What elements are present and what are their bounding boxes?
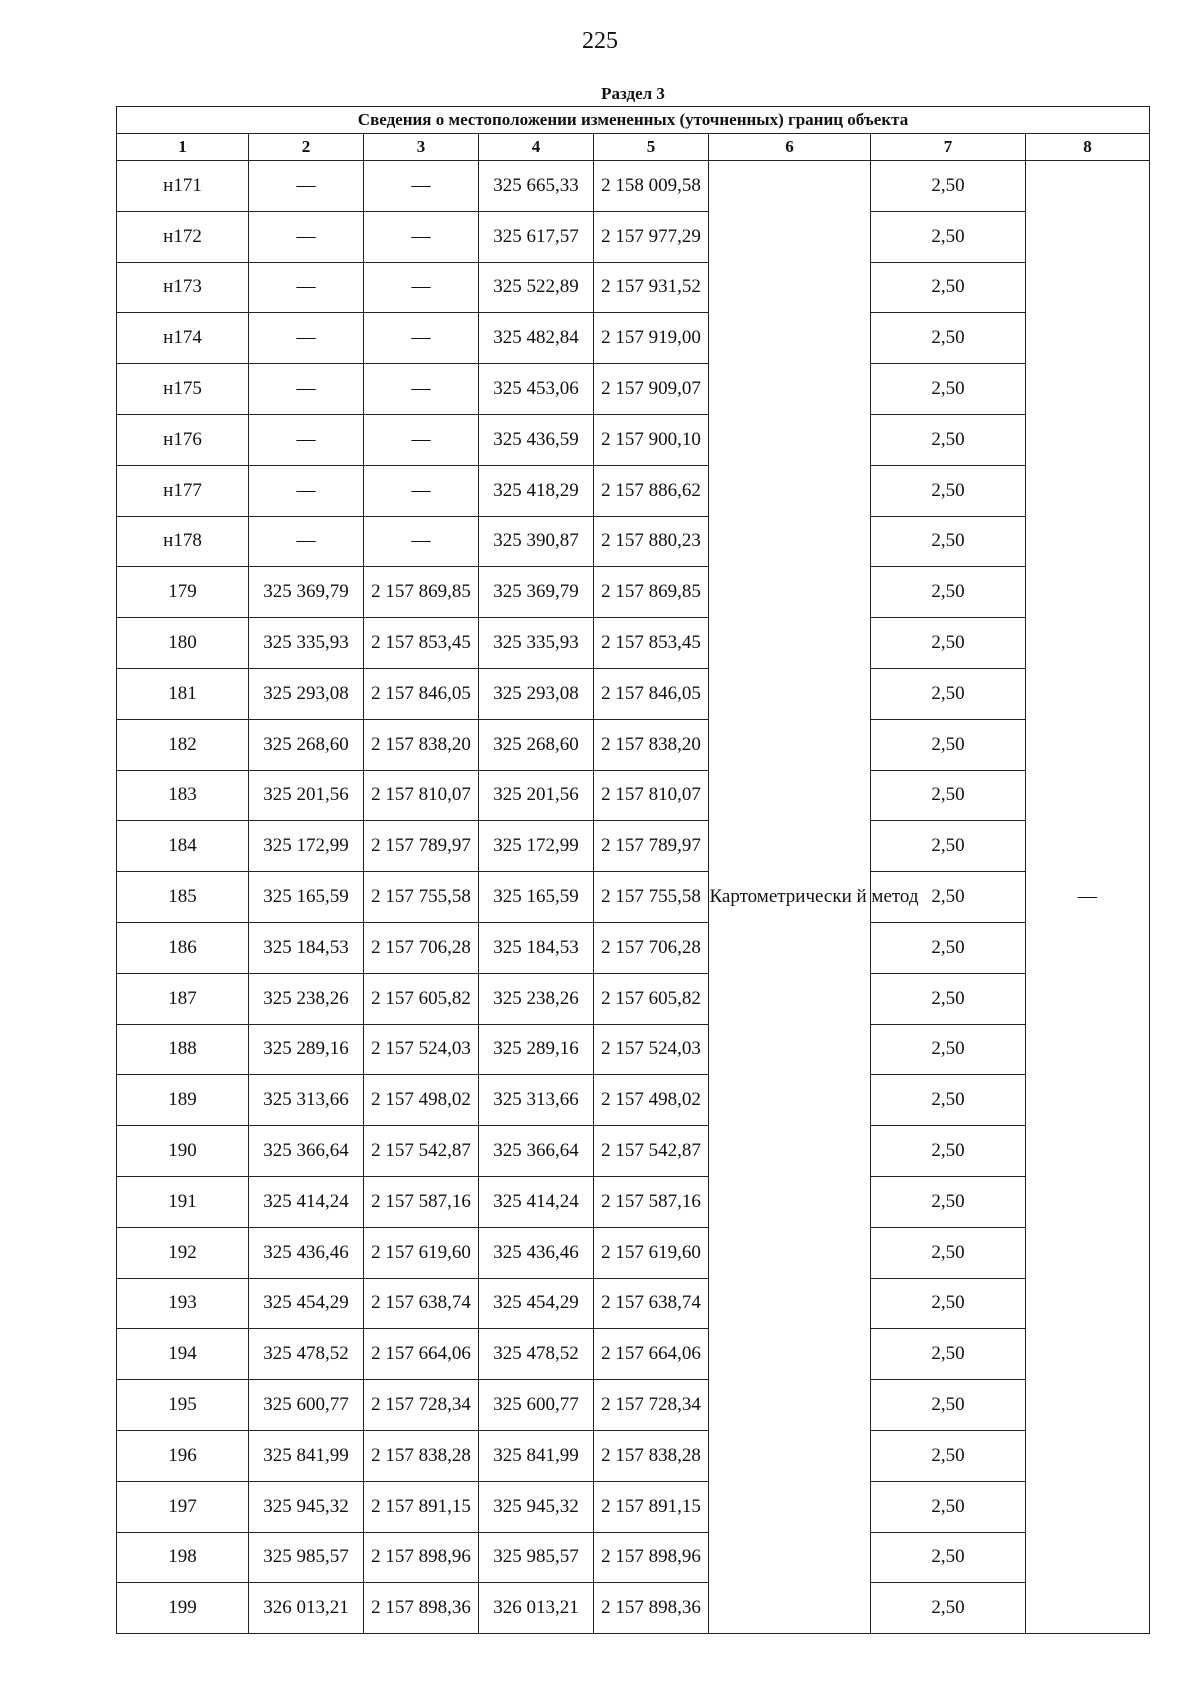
y-new-cell: 2 157 898,96 bbox=[594, 1532, 709, 1583]
table-row bbox=[117, 1024, 1150, 1075]
precision-cell: 2,50 bbox=[871, 973, 1026, 1024]
y-new-cell: 2 157 898,36 bbox=[594, 1583, 709, 1634]
point-number-cell: 198 bbox=[117, 1532, 249, 1583]
y-new-cell: 2 157 755,58 bbox=[594, 872, 709, 923]
column-number: 4 bbox=[479, 134, 594, 161]
precision-cell: 2,50 bbox=[871, 313, 1026, 364]
precision-cell: 2,50 bbox=[871, 262, 1026, 313]
point-number-cell: н171 bbox=[117, 161, 249, 212]
method-text: Картометрически й метод bbox=[709, 886, 919, 908]
x-new-cell: 325 313,66 bbox=[479, 1075, 594, 1126]
column-8-cell: — bbox=[1026, 161, 1150, 1634]
table-row bbox=[117, 313, 1150, 364]
precision-cell: 2,50 bbox=[871, 1278, 1026, 1329]
x-old-cell: 325 335,93 bbox=[249, 618, 364, 669]
point-number-cell: 185 bbox=[117, 872, 249, 923]
y-old-cell: 2 157 846,05 bbox=[364, 668, 479, 719]
x-old-cell: 325 238,26 bbox=[249, 973, 364, 1024]
y-old-cell: 2 157 605,82 bbox=[364, 973, 479, 1024]
column-number: 5 bbox=[594, 134, 709, 161]
precision-cell: 2,50 bbox=[871, 1430, 1026, 1481]
point-number-cell: 196 bbox=[117, 1430, 249, 1481]
y-old-cell: 2 157 755,58 bbox=[364, 872, 479, 923]
precision-cell: 2,50 bbox=[871, 161, 1026, 212]
precision-cell: 2,50 bbox=[871, 1583, 1026, 1634]
precision-cell: 2,50 bbox=[871, 1024, 1026, 1075]
x-old-cell: — bbox=[249, 161, 364, 212]
y-new-cell: 2 157 524,03 bbox=[594, 1024, 709, 1075]
precision-cell: 2,50 bbox=[871, 1075, 1026, 1126]
precision-cell: 2,50 bbox=[871, 1227, 1026, 1278]
y-new-cell: 2 158 009,58 bbox=[594, 161, 709, 212]
point-number-cell: 190 bbox=[117, 1126, 249, 1177]
point-number-cell: 187 bbox=[117, 973, 249, 1024]
x-new-cell: 325 945,32 bbox=[479, 1481, 594, 1532]
y-new-cell: 2 157 619,60 bbox=[594, 1227, 709, 1278]
x-old-cell: 325 184,53 bbox=[249, 922, 364, 973]
y-old-cell: 2 157 587,16 bbox=[364, 1176, 479, 1227]
precision-cell: 2,50 bbox=[871, 872, 1026, 923]
x-new-cell: 325 268,60 bbox=[479, 719, 594, 770]
page-number: 225 bbox=[582, 28, 618, 54]
point-number-cell: н173 bbox=[117, 262, 249, 313]
table-row bbox=[117, 465, 1150, 516]
table-row bbox=[117, 1227, 1150, 1278]
y-old-cell: 2 157 706,28 bbox=[364, 922, 479, 973]
table-row bbox=[117, 262, 1150, 313]
table-row bbox=[117, 668, 1150, 719]
point-number-cell: 195 bbox=[117, 1380, 249, 1431]
table-title: Сведения о местоположении измененных (уточненных) границ объекта bbox=[117, 107, 1150, 134]
y-old-cell: — bbox=[364, 313, 479, 364]
point-number-cell: 197 bbox=[117, 1481, 249, 1532]
x-new-cell: 325 201,56 bbox=[479, 770, 594, 821]
x-old-cell: 325 369,79 bbox=[249, 567, 364, 618]
table-row bbox=[117, 364, 1150, 415]
x-new-cell: 325 414,24 bbox=[479, 1176, 594, 1227]
y-new-cell: 2 157 605,82 bbox=[594, 973, 709, 1024]
point-number-cell: н174 bbox=[117, 313, 249, 364]
precision-cell: 2,50 bbox=[871, 1126, 1026, 1177]
x-old-cell: — bbox=[249, 516, 364, 567]
point-number-cell: н178 bbox=[117, 516, 249, 567]
x-new-cell: 325 293,08 bbox=[479, 668, 594, 719]
x-new-cell: 325 238,26 bbox=[479, 973, 594, 1024]
x-new-cell: 325 366,64 bbox=[479, 1126, 594, 1177]
boundary-table bbox=[116, 82, 1150, 1634]
y-old-cell: 2 157 728,34 bbox=[364, 1380, 479, 1431]
column-number: 2 bbox=[249, 134, 364, 161]
y-old-cell: 2 157 524,03 bbox=[364, 1024, 479, 1075]
x-new-cell: 325 335,93 bbox=[479, 618, 594, 669]
column-number: 6 bbox=[709, 134, 871, 161]
y-new-cell: 2 157 880,23 bbox=[594, 516, 709, 567]
x-new-cell: 325 453,06 bbox=[479, 364, 594, 415]
x-new-cell: 325 289,16 bbox=[479, 1024, 594, 1075]
x-old-cell: 325 172,99 bbox=[249, 821, 364, 872]
x-old-cell: — bbox=[249, 211, 364, 262]
x-old-cell: — bbox=[249, 414, 364, 465]
y-new-cell: 2 157 664,06 bbox=[594, 1329, 709, 1380]
precision-cell: 2,50 bbox=[871, 364, 1026, 415]
y-old-cell: 2 157 891,15 bbox=[364, 1481, 479, 1532]
y-new-cell: 2 157 919,00 bbox=[594, 313, 709, 364]
x-new-cell: 325 165,59 bbox=[479, 872, 594, 923]
point-number-cell: 193 bbox=[117, 1278, 249, 1329]
table-row bbox=[117, 719, 1150, 770]
precision-cell: 2,50 bbox=[871, 1532, 1026, 1583]
point-number-cell: 179 bbox=[117, 567, 249, 618]
y-new-cell: 2 157 977,29 bbox=[594, 211, 709, 262]
x-old-cell: 325 945,32 bbox=[249, 1481, 364, 1532]
table-row bbox=[117, 872, 1150, 923]
y-new-cell: 2 157 909,07 bbox=[594, 364, 709, 415]
y-old-cell: 2 157 810,07 bbox=[364, 770, 479, 821]
y-old-cell: — bbox=[364, 364, 479, 415]
y-new-cell: 2 157 869,85 bbox=[594, 567, 709, 618]
table-row bbox=[117, 1176, 1150, 1227]
section-label: Раздел 3 bbox=[117, 82, 1150, 107]
point-number-cell: 191 bbox=[117, 1176, 249, 1227]
point-number-cell: н172 bbox=[117, 211, 249, 262]
x-new-cell: 325 436,46 bbox=[479, 1227, 594, 1278]
y-new-cell: 2 157 900,10 bbox=[594, 414, 709, 465]
y-new-cell: 2 157 706,28 bbox=[594, 922, 709, 973]
x-new-cell: 325 390,87 bbox=[479, 516, 594, 567]
x-old-cell: 325 985,57 bbox=[249, 1532, 364, 1583]
x-new-cell: 326 013,21 bbox=[479, 1583, 594, 1634]
x-new-cell: 325 184,53 bbox=[479, 922, 594, 973]
x-old-cell: 325 600,77 bbox=[249, 1380, 364, 1431]
y-new-cell: 2 157 891,15 bbox=[594, 1481, 709, 1532]
y-new-cell: 2 157 542,87 bbox=[594, 1126, 709, 1177]
point-number-cell: н177 bbox=[117, 465, 249, 516]
x-new-cell: 325 617,57 bbox=[479, 211, 594, 262]
table-row bbox=[117, 211, 1150, 262]
table-row bbox=[117, 770, 1150, 821]
x-old-cell: — bbox=[249, 465, 364, 516]
x-old-cell: 325 293,08 bbox=[249, 668, 364, 719]
point-number-cell: 183 bbox=[117, 770, 249, 821]
y-old-cell: 2 157 542,87 bbox=[364, 1126, 479, 1177]
y-new-cell: 2 157 931,52 bbox=[594, 262, 709, 313]
y-new-cell: 2 157 886,62 bbox=[594, 465, 709, 516]
x-new-cell: 325 418,29 bbox=[479, 465, 594, 516]
x-new-cell: 325 436,59 bbox=[479, 414, 594, 465]
y-old-cell: 2 157 498,02 bbox=[364, 1075, 479, 1126]
y-old-cell: 2 157 789,97 bbox=[364, 821, 479, 872]
precision-cell: 2,50 bbox=[871, 1176, 1026, 1227]
table-row bbox=[117, 821, 1150, 872]
precision-cell: 2,50 bbox=[871, 1481, 1026, 1532]
y-old-cell: 2 157 664,06 bbox=[364, 1329, 479, 1380]
x-new-cell: 325 369,79 bbox=[479, 567, 594, 618]
x-new-cell: 325 478,52 bbox=[479, 1329, 594, 1380]
precision-cell: 2,50 bbox=[871, 821, 1026, 872]
x-new-cell: 325 482,84 bbox=[479, 313, 594, 364]
y-old-cell: — bbox=[364, 211, 479, 262]
x-old-cell: — bbox=[249, 313, 364, 364]
point-number-cell: 192 bbox=[117, 1227, 249, 1278]
precision-cell: 2,50 bbox=[871, 414, 1026, 465]
precision-cell: 2,50 bbox=[871, 1329, 1026, 1380]
x-old-cell: 325 436,46 bbox=[249, 1227, 364, 1278]
column-number: 7 bbox=[871, 134, 1026, 161]
y-new-cell: 2 157 498,02 bbox=[594, 1075, 709, 1126]
precision-cell: 2,50 bbox=[871, 211, 1026, 262]
precision-cell: 2,50 bbox=[871, 618, 1026, 669]
column-number: 3 bbox=[364, 134, 479, 161]
y-new-cell: 2 157 638,74 bbox=[594, 1278, 709, 1329]
point-number-cell: 186 bbox=[117, 922, 249, 973]
point-number-cell: 184 bbox=[117, 821, 249, 872]
y-new-cell: 2 157 846,05 bbox=[594, 668, 709, 719]
column-number: 8 bbox=[1026, 134, 1150, 161]
precision-cell: 2,50 bbox=[871, 922, 1026, 973]
y-new-cell: 2 157 789,97 bbox=[594, 821, 709, 872]
y-new-cell: 2 157 853,45 bbox=[594, 618, 709, 669]
table-row bbox=[117, 1430, 1150, 1481]
point-number-cell: 188 bbox=[117, 1024, 249, 1075]
precision-cell: 2,50 bbox=[871, 567, 1026, 618]
x-old-cell: 325 268,60 bbox=[249, 719, 364, 770]
y-old-cell: 2 157 838,20 bbox=[364, 719, 479, 770]
table-row bbox=[117, 161, 1150, 212]
point-number-cell: н176 bbox=[117, 414, 249, 465]
point-number-cell: 194 bbox=[117, 1329, 249, 1380]
table-row bbox=[117, 1481, 1150, 1532]
y-new-cell: 2 157 810,07 bbox=[594, 770, 709, 821]
x-old-cell: 325 841,99 bbox=[249, 1430, 364, 1481]
table-row bbox=[117, 1329, 1150, 1380]
x-old-cell: 326 013,21 bbox=[249, 1583, 364, 1634]
x-old-cell: 325 165,59 bbox=[249, 872, 364, 923]
table-row bbox=[117, 1532, 1150, 1583]
x-new-cell: 325 172,99 bbox=[479, 821, 594, 872]
x-new-cell: 325 522,89 bbox=[479, 262, 594, 313]
table-row bbox=[117, 414, 1150, 465]
y-new-cell: 2 157 587,16 bbox=[594, 1176, 709, 1227]
precision-cell: 2,50 bbox=[871, 770, 1026, 821]
x-old-cell: 325 289,16 bbox=[249, 1024, 364, 1075]
x-new-cell: 325 454,29 bbox=[479, 1278, 594, 1329]
x-old-cell: 325 414,24 bbox=[249, 1176, 364, 1227]
x-new-cell: 325 600,77 bbox=[479, 1380, 594, 1431]
point-number-cell: н175 bbox=[117, 364, 249, 415]
x-old-cell: — bbox=[249, 262, 364, 313]
column-number-row bbox=[117, 134, 1150, 161]
table-row bbox=[117, 922, 1150, 973]
precision-cell: 2,50 bbox=[871, 719, 1026, 770]
x-old-cell: 325 366,64 bbox=[249, 1126, 364, 1177]
table-row bbox=[117, 1583, 1150, 1634]
point-number-cell: 182 bbox=[117, 719, 249, 770]
table-row bbox=[117, 1126, 1150, 1177]
x-old-cell: — bbox=[249, 364, 364, 415]
y-old-cell: 2 157 619,60 bbox=[364, 1227, 479, 1278]
y-old-cell: 2 157 638,74 bbox=[364, 1278, 479, 1329]
point-number-cell: 189 bbox=[117, 1075, 249, 1126]
y-old-cell: — bbox=[364, 262, 479, 313]
y-old-cell: — bbox=[364, 161, 479, 212]
table-row bbox=[117, 1075, 1150, 1126]
y-new-cell: 2 157 728,34 bbox=[594, 1380, 709, 1431]
y-old-cell: 2 157 853,45 bbox=[364, 618, 479, 669]
y-old-cell: 2 157 838,28 bbox=[364, 1430, 479, 1481]
y-old-cell: — bbox=[364, 465, 479, 516]
point-number-cell: 199 bbox=[117, 1583, 249, 1634]
table-row bbox=[117, 1380, 1150, 1431]
table-row bbox=[117, 567, 1150, 618]
x-old-cell: 325 313,66 bbox=[249, 1075, 364, 1126]
y-new-cell: 2 157 838,28 bbox=[594, 1430, 709, 1481]
point-number-cell: 180 bbox=[117, 618, 249, 669]
precision-cell: 2,50 bbox=[871, 465, 1026, 516]
y-old-cell: 2 157 898,96 bbox=[364, 1532, 479, 1583]
x-new-cell: 325 665,33 bbox=[479, 161, 594, 212]
y-new-cell: 2 157 838,20 bbox=[594, 719, 709, 770]
table-row bbox=[117, 973, 1150, 1024]
x-new-cell: 325 985,57 bbox=[479, 1532, 594, 1583]
table-row bbox=[117, 516, 1150, 567]
point-number-cell: 181 bbox=[117, 668, 249, 719]
precision-cell: 2,50 bbox=[871, 668, 1026, 719]
y-old-cell: 2 157 898,36 bbox=[364, 1583, 479, 1634]
table-row bbox=[117, 618, 1150, 669]
table-row bbox=[117, 1278, 1150, 1329]
x-old-cell: 325 454,29 bbox=[249, 1278, 364, 1329]
y-old-cell: 2 157 869,85 bbox=[364, 567, 479, 618]
x-old-cell: 325 478,52 bbox=[249, 1329, 364, 1380]
precision-cell: 2,50 bbox=[871, 516, 1026, 567]
x-new-cell: 325 841,99 bbox=[479, 1430, 594, 1481]
y-old-cell: — bbox=[364, 516, 479, 567]
column-number: 1 bbox=[117, 134, 249, 161]
method-cell bbox=[709, 161, 919, 1634]
y-old-cell: — bbox=[364, 414, 479, 465]
x-old-cell: 325 201,56 bbox=[249, 770, 364, 821]
precision-cell: 2,50 bbox=[871, 1380, 1026, 1431]
